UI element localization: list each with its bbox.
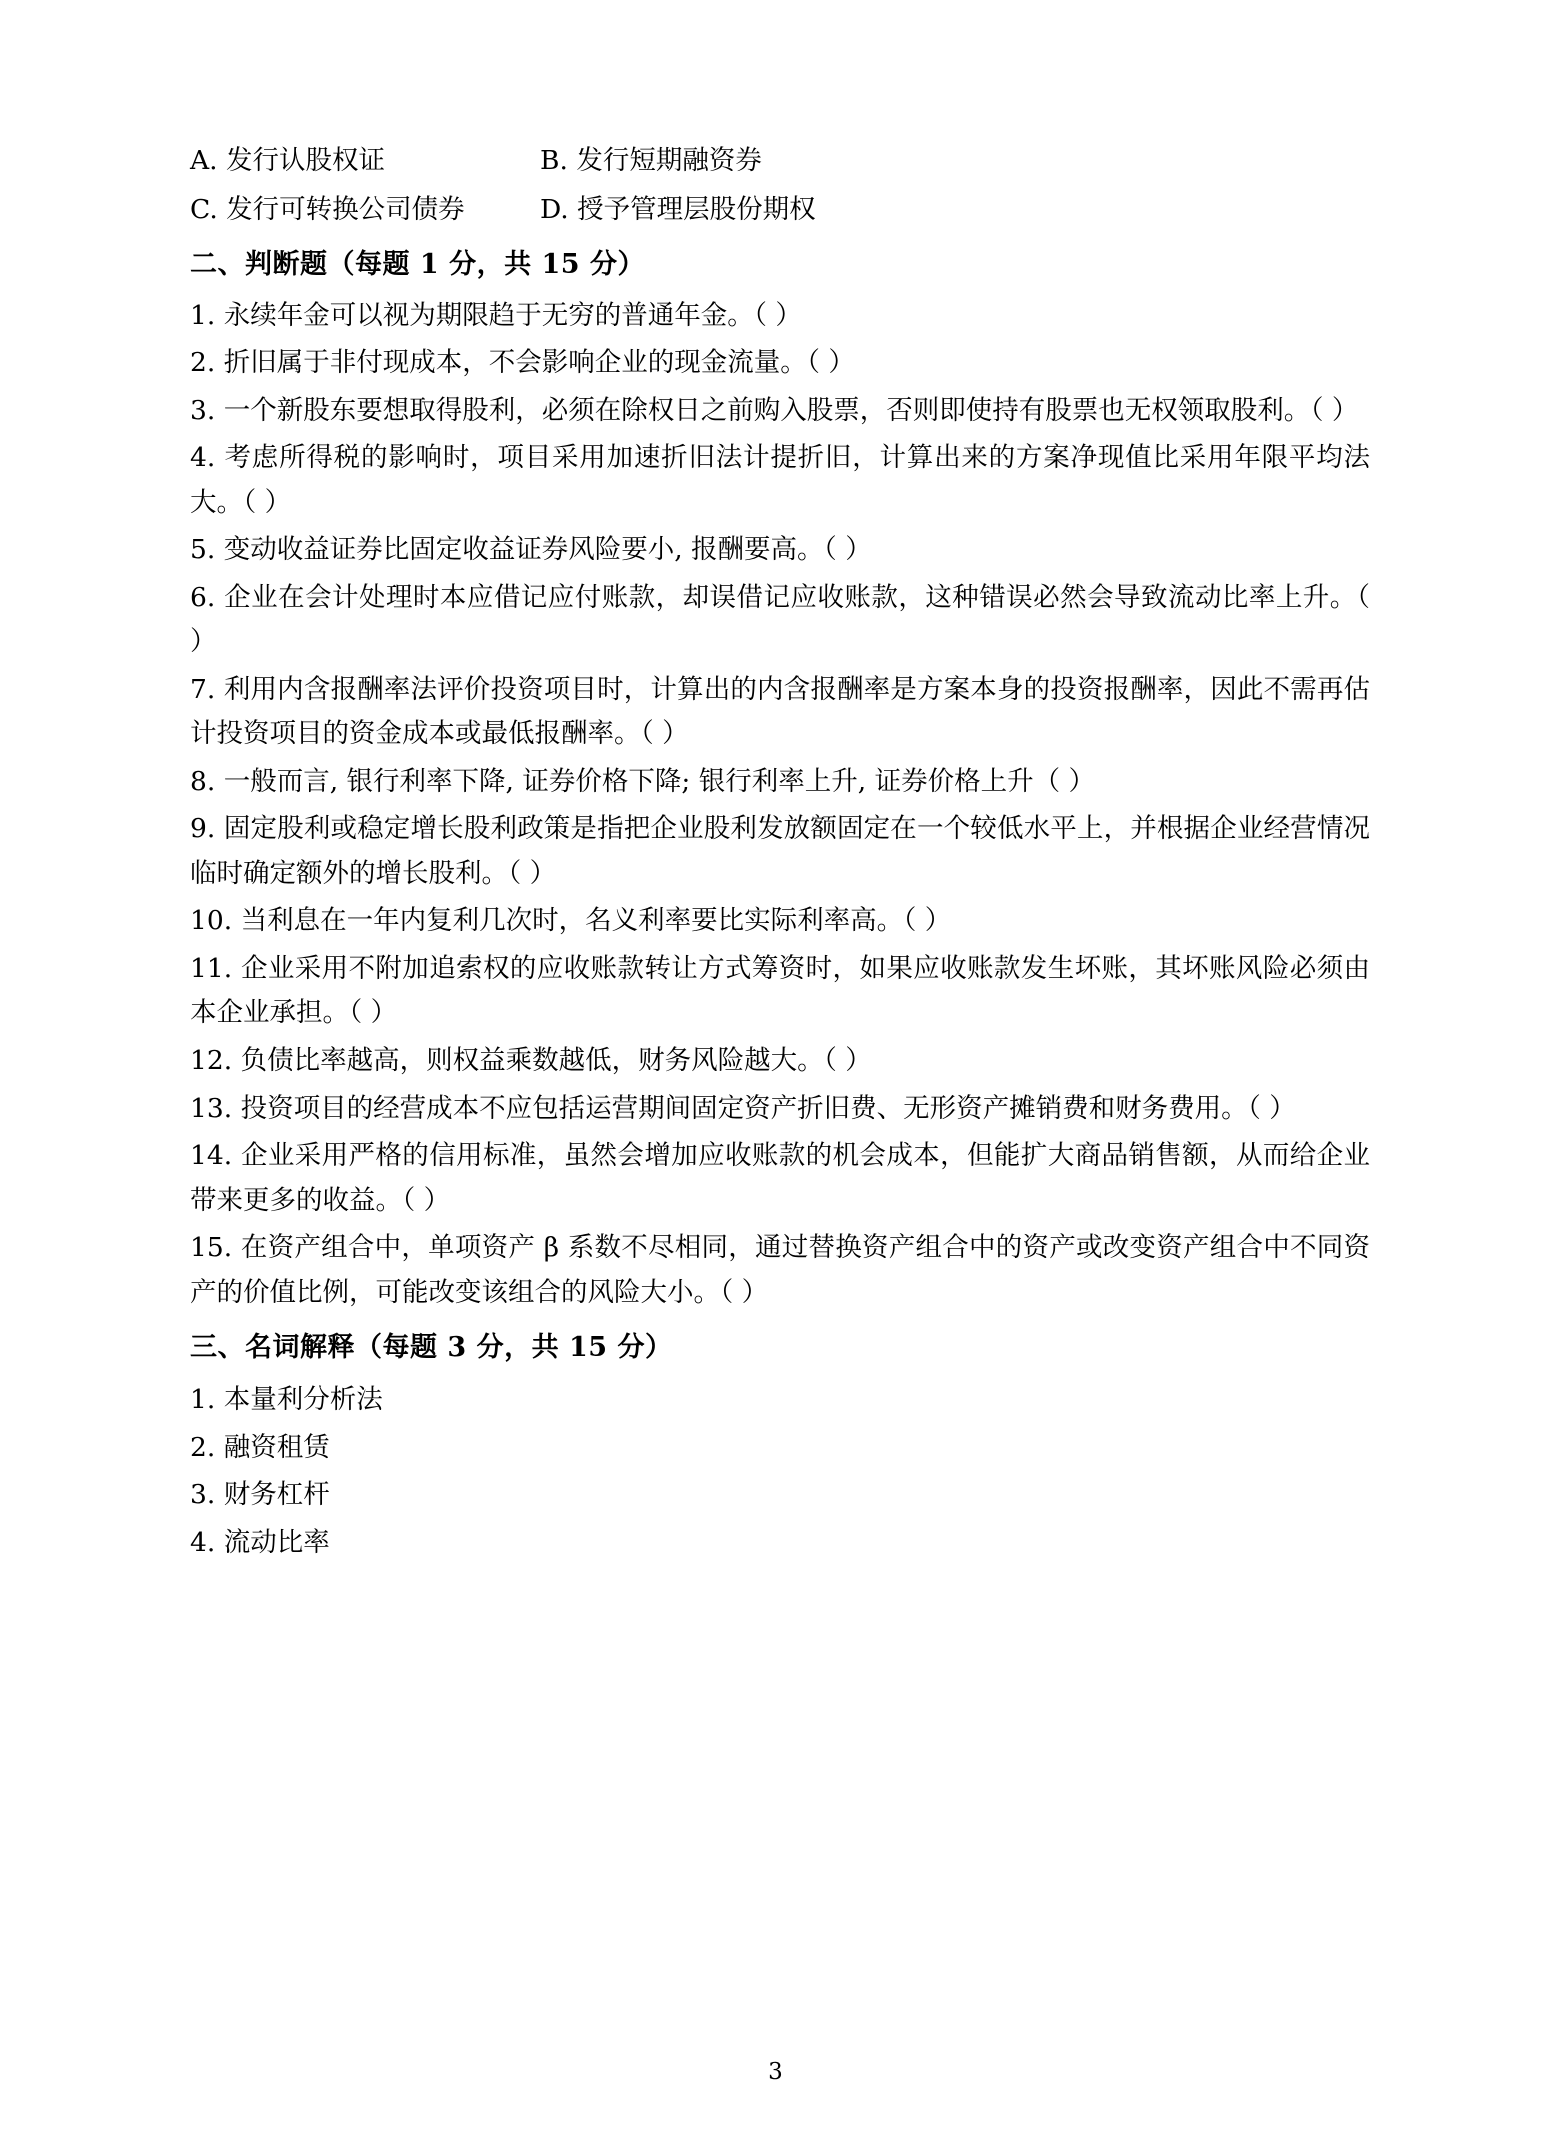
list-item: 5. 变动收益证券比固定收益证券风险要小, 报酬要高。（ ）: [190, 534, 872, 566]
list-item: 7. 利用内含报酬率法评价投资项目时，计算出的内含报酬率是方案本身的投资报酬率，因此不需再估计投资项目的资金成本或最低报酬率。（ ）: [190, 673, 1370, 750]
list-item: 14. 企业采用严格的信用标准，虽然会增加应收账款的机会成本，但能扩大商品销售额，从而给企业带来更多的收益。（ ）: [190, 1140, 1370, 1216]
list-item: 2. 融资租赁: [190, 1431, 330, 1463]
list-item: 11. 企业采用不附加追索权的应收账款转让方式筹资时，如果应收账款发生坏账，其坏账风险必须由本企业承担。（ ）: [190, 952, 1370, 1029]
choice-row: [190, 140, 1370, 183]
page-content: [190, 140, 1370, 1565]
list-item: 1. 永续年金可以视为期限趋于无穷的普通年金。（ ）: [190, 299, 802, 331]
list-item: 6. 企业在会计处理时本应借记应付账款，却误借记应收账款，这种错误必然会导致流动比率上升。（ ）: [190, 581, 1370, 658]
choice-option-b: B. 发行短期融资券: [540, 145, 762, 176]
section-heading-three: 三、名词解释（每题 3 分，共 15 分）: [190, 1332, 673, 1364]
list-item: 1. 本量利分析法: [190, 1383, 383, 1415]
list-item: 12. 负债比率越高，则权益乘数越低，财务风险越大。（ ）: [190, 1044, 872, 1076]
choice-row: [190, 189, 1370, 232]
choice-option-a: A. 发行认股权证: [190, 145, 385, 176]
page-number: 3: [768, 2059, 783, 2085]
list-item: 3. 财务杠杆: [190, 1479, 330, 1511]
list-item: 4. 流动比率: [190, 1526, 330, 1558]
list-item: 3. 一个新股东要想取得股利，必须在除权日之前购入股票，否则即使持有股票也无权领取股利。（ ）: [190, 394, 1359, 426]
list-item: 8. 一般而言, 银行利率下降, 证券价格下降; 银行利率上升, 证券价格上升（ ）: [190, 765, 1096, 797]
list-item: 15. 在资产组合中，单项资产 β 系数不尽相同，通过替换资产组合中的资产或改变资产组合中不同资产的价值比例，可能改变该组合的风险大小。（ ）: [190, 1232, 1370, 1308]
list-item: 13. 投资项目的经营成本不应包括运营期间固定资产折旧费、无形资产摊销费和财务费用。（ ）: [190, 1092, 1296, 1124]
list-item: 2. 折旧属于非付现成本，不会影响企业的现金流量。（ ）: [190, 347, 855, 379]
choice-option-d: D. 授予管理层股份期权: [540, 193, 816, 225]
choice-option-c: C. 发行可转换公司债券: [190, 193, 465, 225]
section-heading-two: 二、判断题（每题 1 分，共 15 分）: [190, 248, 645, 280]
list-item: 4. 考虑所得税的影响时，项目采用加速折旧法计提折旧，计算出来的方案净现值比采用年限平均法大。（ ）: [190, 442, 1370, 518]
list-item: 9. 固定股利或稳定增长股利政策是指把企业股利发放额固定在一个较低水平上，并根据企业经营情况临时确定额外的增长股利。（ ）: [190, 813, 1370, 889]
list-item: 10. 当利息在一年内复利几次时，名义利率要比实际利率高。（ ）: [190, 905, 952, 937]
